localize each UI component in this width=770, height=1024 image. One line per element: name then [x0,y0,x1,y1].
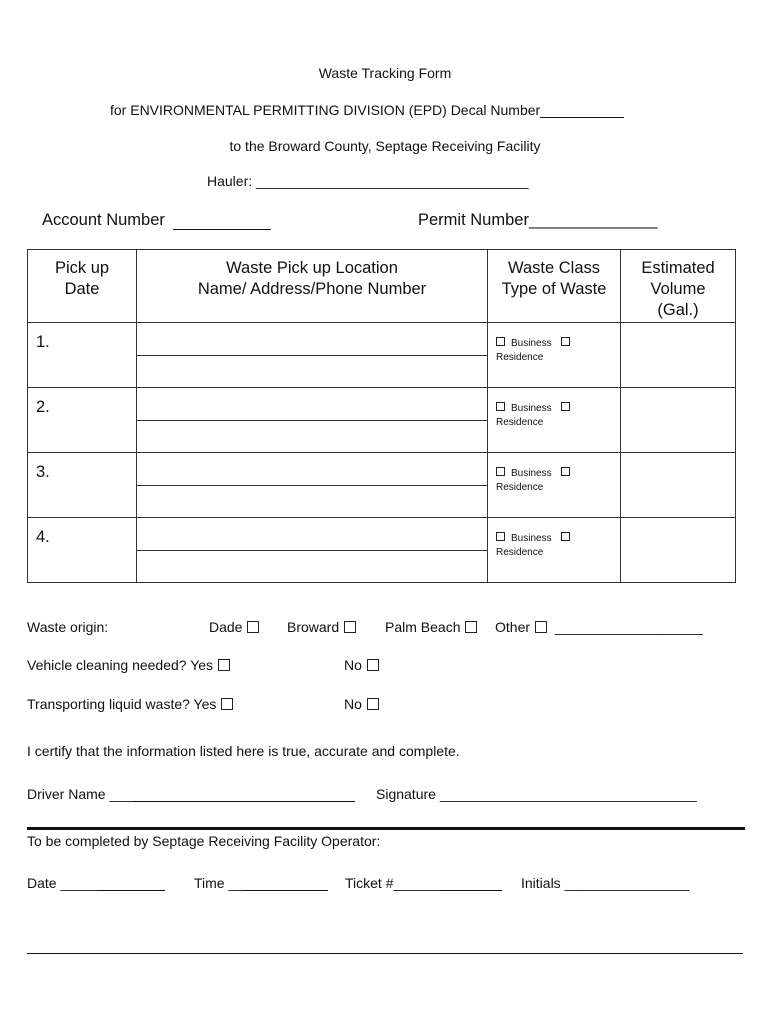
certify-statement: I certify that the information listed here is true, accurate and complete. [27,743,460,759]
residence-label: Residence [496,417,544,428]
table-header-row [28,250,736,323]
origin-other [495,619,703,635]
origin-palm-beach [385,619,477,635]
business-label: Business [511,468,552,479]
business-label: Business [511,403,552,414]
waste-origin-label: Waste origin: [27,619,109,635]
account-number-field[interactable] [173,214,271,230]
initials-field[interactable]: Initials ________________ [521,875,690,891]
header-volume-line2: Volume [650,280,706,298]
class-options [496,532,620,546]
ticket-field[interactable] [440,875,502,891]
residence-label: Residence [496,352,544,363]
location-divider [137,550,487,551]
location-divider [137,420,487,421]
header-pickup-line1: Pick up [54,259,110,277]
class-options [496,402,620,416]
residence-checkbox[interactable] [561,402,570,411]
location-cell[interactable] [137,388,488,453]
header-class-line2: Type of Waste [501,280,607,298]
class-options [496,467,620,481]
row-number[interactable]: 1. [28,323,137,388]
header-location [137,250,488,323]
driver-name-row [27,786,355,802]
business-checkbox[interactable] [496,402,505,411]
cleaning-label: Vehicle cleaning needed? Yes [27,657,214,673]
driver-name-label: Driver Name ___ [27,786,133,802]
account-number-label: Account Number [42,211,165,229]
volume-cell[interactable] [621,518,736,583]
bottom-line [27,953,743,954]
palm-beach-checkbox[interactable] [465,621,477,633]
date-row [27,875,165,891]
ticket-row [345,875,502,891]
business-checkbox[interactable] [496,337,505,346]
residence-label: Residence [496,482,544,493]
header-class [488,250,621,323]
cleaning-yes-checkbox[interactable] [218,659,230,671]
header-location-line1: Waste Pick up Location [226,259,398,277]
volume-cell[interactable] [621,323,736,388]
account-number-row [42,211,271,230]
header-pickup-line2: Date [64,280,100,298]
broward-checkbox[interactable] [344,621,356,633]
location-divider [137,485,487,486]
residence-label: Residence [496,547,544,558]
other-checkbox[interactable] [535,621,547,633]
time-field[interactable] [244,875,328,891]
date-label: Date _____ [27,875,100,891]
broward-label: Broward [287,619,340,635]
operator-heading: To be completed by Septage Receiving Facility Operator: [27,833,381,849]
cleaning-no-checkbox[interactable] [367,659,379,671]
facility-line: to the Broward County, Septage Receiving Facility [229,138,541,154]
header-volume [621,250,736,323]
origin-dade [209,619,259,635]
class-options [496,337,620,351]
row-number[interactable]: 2. [28,388,137,453]
location-divider [137,355,487,356]
class-cell [488,453,621,518]
location-cell[interactable] [137,453,488,518]
business-label: Business [511,338,552,349]
residence-checkbox[interactable] [561,337,570,346]
header-pickup-date [28,250,137,323]
cleaning-question [27,657,230,673]
section-divider [27,827,745,830]
volume-cell[interactable] [621,388,736,453]
driver-name-field[interactable] [133,786,355,802]
liquid-label: Transporting liquid waste? Yes [27,696,217,712]
table-row [28,518,736,583]
decal-number-field[interactable] [540,103,624,118]
volume-cell[interactable] [621,453,736,518]
class-cell [488,518,621,583]
time-row [194,875,328,891]
cleaning-no [344,657,379,673]
hauler-field[interactable]: Hauler: ___________________________________ [207,173,529,189]
origin-broward [287,619,356,635]
table-row [28,388,736,453]
permit-number-field[interactable]: Permit Number______________ [418,211,658,229]
decal-label: for ENVIRONMENTAL PERMITTING DIVISION (EPD) Decal Number [110,102,541,118]
other-field[interactable]: ___________________ [554,619,703,635]
header-location-line2: Name/ Address/Phone Number [197,280,427,298]
liquid-no-label: No [344,696,362,712]
business-checkbox[interactable] [496,467,505,476]
business-label: Business [511,533,552,544]
row-number[interactable]: 3. [28,453,137,518]
liquid-no-checkbox[interactable] [367,698,379,710]
ticket-label: Ticket #______ [345,875,441,891]
header-volume-line1: Estimated [641,259,715,277]
decal-line [110,102,624,118]
header-class-line1: Waste Class [508,259,600,277]
business-checkbox[interactable] [496,532,505,541]
form-title: Waste Tracking Form [318,65,452,81]
row-number[interactable]: 4. [28,518,137,583]
class-cell [488,323,621,388]
cleaning-no-label: No [344,657,362,673]
liquid-question [27,696,233,712]
time-label: Time __ [194,875,245,891]
liquid-no [344,696,379,712]
table-row [28,453,736,518]
class-cell [488,388,621,453]
residence-checkbox[interactable] [561,467,570,476]
palm-beach-label: Palm Beach [385,619,461,635]
dade-label: Dade [209,619,243,635]
liquid-yes-checkbox[interactable] [221,698,233,710]
date-field[interactable] [99,875,165,891]
location-cell[interactable] [137,518,488,583]
waste-table [27,249,736,583]
location-cell[interactable] [137,323,488,388]
residence-checkbox[interactable] [561,532,570,541]
header-volume-line3: (Gal.) [657,301,699,319]
dade-checkbox[interactable] [247,621,259,633]
table-row [28,323,736,388]
other-label: Other [495,619,531,635]
signature-field[interactable]: Signature _________________________________ [376,786,697,802]
